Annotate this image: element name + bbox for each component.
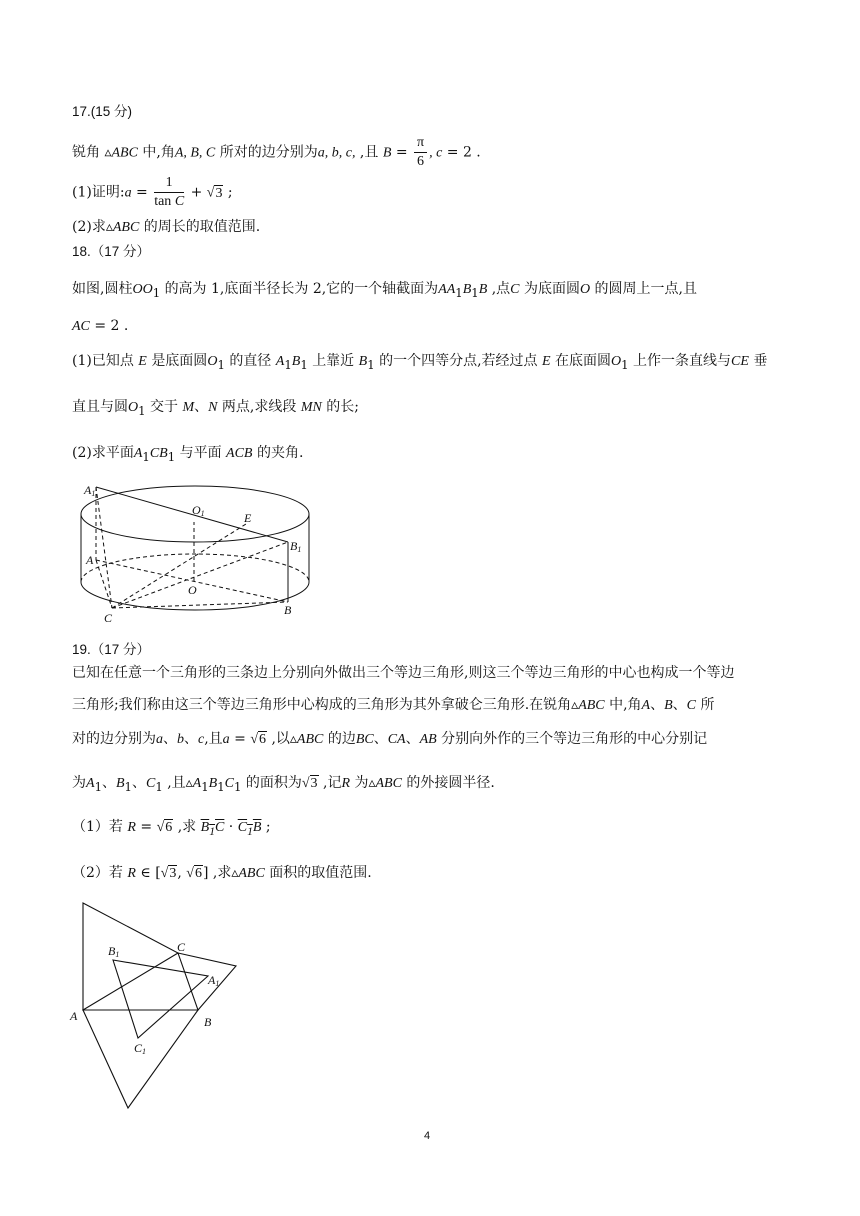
label-A1: A1 bbox=[208, 973, 220, 988]
q17-header: 17.(15 分) bbox=[72, 104, 133, 119]
q18-part1-2: 直且与圆$O_1$ 交于 M、N 两点,求线段 MN 的长; bbox=[72, 399, 359, 418]
q18-header: 18.（17 分） bbox=[72, 244, 151, 259]
label-A1: A1 bbox=[84, 483, 96, 498]
q17-part2: (2)求▵ABC 的周长的取值范围. bbox=[72, 219, 261, 235]
label-A: A bbox=[86, 553, 94, 567]
q18-stem-2: AC = 2 . bbox=[72, 318, 129, 334]
q19-stem-4: 为$A_1$、$B_1$、$C_1$ ,且$▵A_1B_1C_1$ 的面积为√3 ,记R 为▵ABC 的外接圆半径. bbox=[72, 775, 495, 794]
label-O1: O1 bbox=[192, 503, 205, 518]
label-C: C bbox=[104, 611, 113, 625]
q19-header: 19.（17 分） bbox=[72, 642, 151, 657]
q19-stem-1: 已知在任意一个三角形的三条边上分别向外做出三个等边三角形,则这三个等边三角形的中心也构成一个等边 bbox=[72, 665, 735, 681]
label-A: A bbox=[70, 1009, 78, 1023]
napoleon-figure bbox=[68, 898, 248, 1110]
q17-stem: 锐角 ▵ABC 中,角A, B, C 所对的边分别为a, b, c, ,且 B = $\frac{\pi}{6}$ , c = 2 . bbox=[72, 135, 481, 169]
label-C1: C1 bbox=[134, 1041, 147, 1056]
q19-part1: （1）若 R = √6 ,求 $B_1C \cdot C_1B$ ; bbox=[72, 819, 271, 838]
label-C: C bbox=[177, 940, 186, 954]
q18-part2: (2)求平面$A_1CB_1$ 与平面 ACB 的夹角. bbox=[72, 445, 304, 464]
label-E: E bbox=[244, 511, 252, 525]
q18-part1: (1)已知点 E 是底面圆$O_1$ 的直径 $A_1B_1$ 上靠近 $B_1$ 的一个四等分点,若经过点 E 在底面圆$O_1$ 上作一条直线与CE 垂 bbox=[72, 353, 768, 372]
label-B: B bbox=[204, 1015, 212, 1029]
label-B1: B1 bbox=[290, 539, 302, 554]
label-B: B bbox=[284, 603, 292, 617]
label-O: O bbox=[188, 583, 197, 597]
q18-stem: 如图,圆柱$OO_1$ 的高为 1,底面半径长为 2,它的一个轴截面为$AA_1B_1B$ ,点C 为底面圆O 的圆周上一点,且 bbox=[72, 281, 697, 300]
q19-stem-2: 三角形;我们称由这三个等边三角形中心构成的三角形为其外拿破仑三角形.在锐角▵ABC 中,角A、B、C 所 bbox=[72, 697, 715, 713]
page-number: 4 bbox=[424, 1130, 431, 1142]
cylinder-figure bbox=[74, 478, 322, 626]
label-B1: B1 bbox=[108, 944, 120, 959]
q19-stem-3: 对的边分别为a、b、c,且a = √6 ,以▵ABC 的边BC、CA、AB 分别向外作的三个等边三角形的中心分别记 bbox=[72, 731, 708, 747]
q19-part2: （2）若 R ∈ [√3, √6] ,求▵ABC 面积的取值范围. bbox=[72, 865, 372, 881]
q17-part1: (1)证明:a = $\frac{1}{\text{tan C}}$ + √3 ; bbox=[72, 175, 233, 209]
